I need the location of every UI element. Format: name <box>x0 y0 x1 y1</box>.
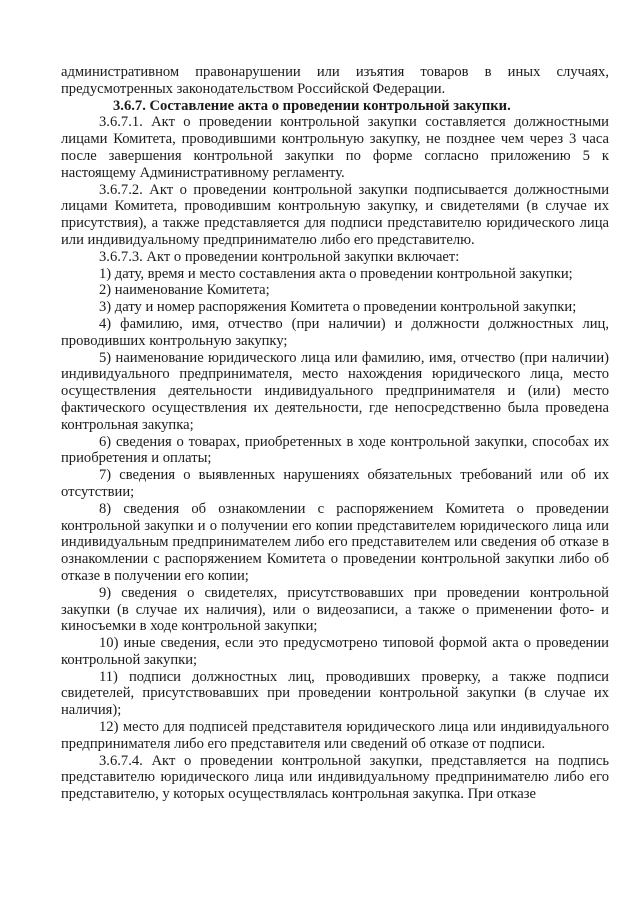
list-item-10: 10) иные сведения, если это предусмотрено типовой формой акта о проведении контрольной закупки; <box>61 635 609 668</box>
paragraph-3-6-7-2: 3.6.7.2. Акт о проведении контрольной закупки подписывается должностными лицами Комитета, проводившим контрольную закупку, и свидетелями (в случае их присутствия), а также представляется для подписи представителю юридического лица или индивидуальному предпринимателю либо его представителю. <box>61 181 609 248</box>
list-item-8: 8) сведения об ознакомлении с распоряжением Комитета о проведении контрольной закупки и о получении его копии представителем юридического лица или индивидуальным предпринимателем либо его представителем или сведения об отказе в ознакомлении с распоряжением Комитета о проведении контрольной закупки либо об отказе в получении его копии; <box>61 500 609 584</box>
list-item-12: 12) место для подписей представителя юридического лица или индивидуального предпринимателя либо его представителя или сведений об отказе от подписи. <box>61 719 609 752</box>
list-item-5: 5) наименование юридического лица или фамилию, имя, отчество (при наличии) индивидуального предпринимателя, место нахождения юридического лица, место осуществления деятельности индивидуального предпринимателя и (или) место фактического осуществления их деятельности, где непосредственно была проведена контрольная закупка; <box>61 349 609 433</box>
list-item-1: 1) дату, время и место составления акта о проведении контрольной закупки; <box>99 265 573 282</box>
paragraph-3-6-7-4: 3.6.7.4. Акт о проведении контрольной закупки, представляется на подпись представителю юридического лица или индивидуальному предпринимателю либо его представителю, у которых осуществлялась контрольная закупка. При отказе <box>61 752 609 803</box>
list-item-4: 4) фамилию, имя, отчество (при наличии) и должности должностных лиц, проводивших контрольную закупку; <box>61 315 609 349</box>
paragraph-3-6-7-1: 3.6.7.1. Акт о проведении контрольной закупки составляется должностными лицами Комитета, проводившими контрольную закупку, не позднее чем через 3 часа после завершения контрольной закупки по форме согласно приложению 5 к настоящему Административному регламенту. <box>61 114 609 181</box>
list-item-9: 9) сведения о свидетелях, присутствовавших при проведении контрольной закупки (в случае их наличия), или о видеозаписи, а также о применении фото- и киносъемки в ходе контрольной закупки; <box>61 584 609 635</box>
section-heading-3-6-7: 3.6.7. Составление акта о проведении контрольной закупки. <box>113 97 511 114</box>
paragraph-3-6-7-3: 3.6.7.3. Акт о проведении контрольной закупки включает: <box>99 248 460 265</box>
list-item-11: 11) подписи должностных лиц, проводивших проверку, а также подписи свидетелей, присутствовавших при проведении контрольной закупки (в случае их наличия); <box>61 668 609 719</box>
paragraph-continuation: административном правонарушении или изъятия товаров в иных случаях, предусмотренных законодательством Российской Федерации. <box>61 64 609 97</box>
list-item-3: 3) дату и номер распоряжения Комитета о проведении контрольной закупки; <box>99 299 577 316</box>
list-item-7: 7) сведения о выявленных нарушениях обязательных требований или об их отсутствии; <box>61 467 609 500</box>
list-item-2: 2) наименование Комитета; <box>99 282 270 299</box>
list-item-6: 6) сведения о товарах, приобретенных в ходе контрольной закупки, способах их приобретения и оплаты; <box>61 433 609 467</box>
